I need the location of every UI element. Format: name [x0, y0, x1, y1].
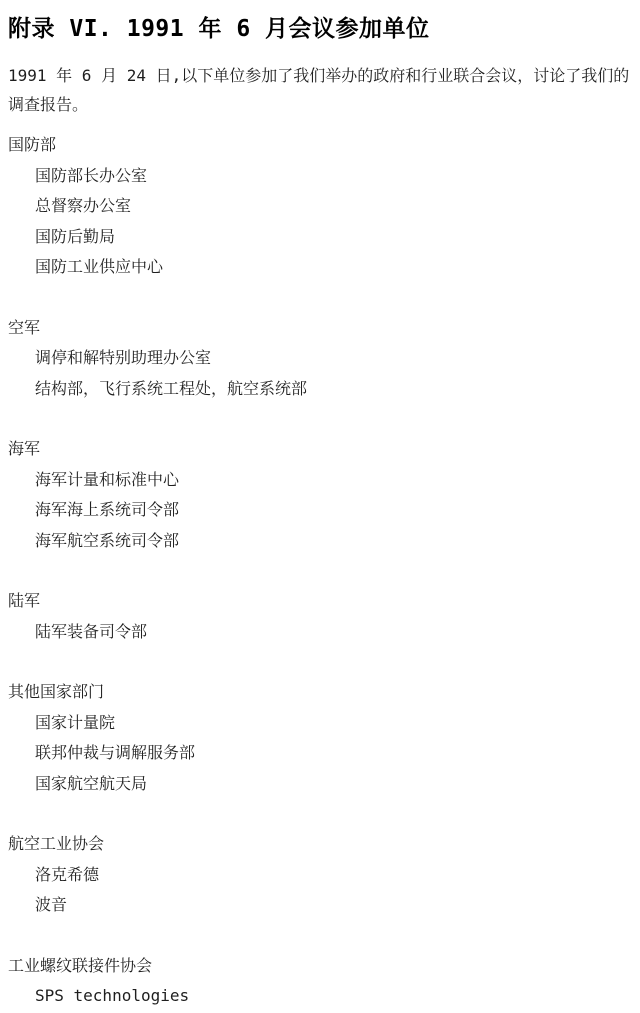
section-item: 海军航空系统司令部	[35, 530, 180, 550]
section-item: 国防后勤局	[35, 226, 116, 246]
section-item: 国防工业供应中心	[35, 257, 164, 276]
section-heading: 工业螺纹联接件协会	[8, 955, 153, 975]
org-section	[8, 677, 630, 799]
org-section	[8, 586, 630, 647]
document-page	[0, 14, 640, 1012]
org-section	[8, 829, 630, 921]
section-item: 海军计量和标准中心	[35, 469, 180, 489]
section-item: 国家航空航天局	[35, 773, 148, 793]
section-item: 洛克希德	[35, 864, 100, 884]
section-heading: 国防部	[8, 135, 57, 154]
section-heading: 空军	[8, 317, 41, 337]
page-title: 附录 VI. 1991 年 6 月会议参加单位	[8, 16, 430, 42]
section-item: 波音	[35, 895, 68, 914]
section-item: 国家计量院	[35, 712, 116, 732]
section-item: 国防部长办公室	[35, 165, 148, 185]
intro-paragraph: 1991 年 6 月 24 日,以下单位参加了我们举办的政府和行业联合会议，讨论了我们的调查报告。	[8, 66, 630, 114]
section-item: 联邦仲裁与调解服务部	[35, 743, 196, 762]
section-item: 总督察办公室	[35, 196, 132, 215]
section-item: 陆军装备司令部	[35, 621, 148, 641]
section-item: 结构部，飞行系统工程处，航空系统部	[35, 378, 308, 398]
org-section	[8, 313, 630, 405]
section-heading: 陆军	[8, 591, 41, 610]
org-section	[8, 434, 630, 556]
section-item: 调停和解特别助理办公室	[35, 348, 212, 367]
org-section	[8, 130, 630, 283]
participant-sections	[8, 130, 630, 1012]
section-item: 海军海上系统司令部	[35, 500, 180, 519]
section-heading: 海军	[8, 439, 41, 458]
section-heading: 其他国家部门	[8, 682, 105, 701]
section-heading: 航空工业协会	[8, 834, 105, 853]
section-item: SPS technologies	[35, 986, 190, 1005]
org-section	[8, 951, 630, 1012]
